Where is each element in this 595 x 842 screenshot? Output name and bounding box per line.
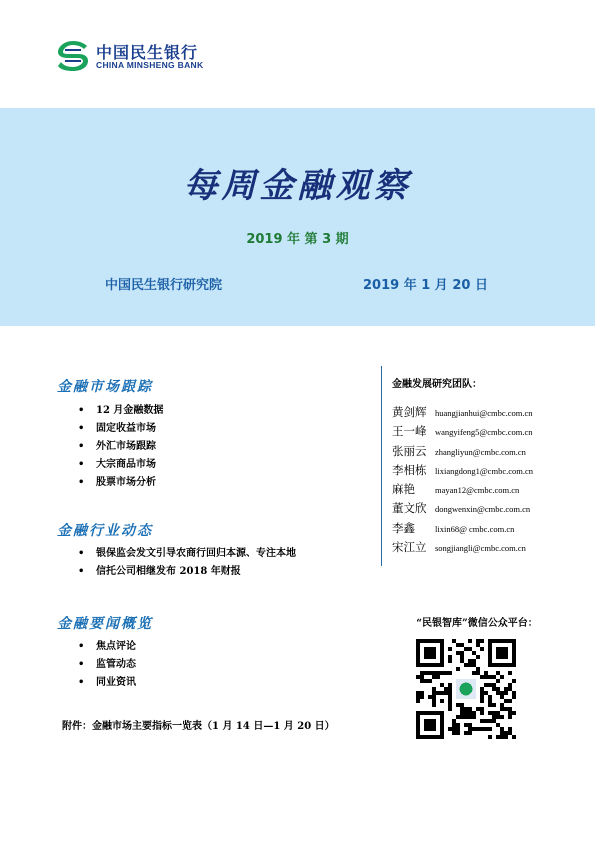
report-title: 每周金融观察 — [183, 166, 412, 206]
bullet-icon: • — [78, 477, 85, 488]
member-name: 张丽云 — [392, 443, 427, 458]
logo-chinese-name: 中国民生银行 — [96, 43, 199, 62]
member-email[interactable]: dongwenxin@cmbc.com.cn — [435, 504, 531, 515]
list-item: • 股票市场分析 — [78, 474, 163, 492]
team-title: 金融发展研究团队： — [392, 379, 482, 390]
list-item: • 同业资讯 — [78, 674, 136, 692]
list-item: • 银保监会发文引导农商行回归本源、专注本地 — [78, 545, 296, 563]
minsheng-logo-icon — [56, 40, 90, 72]
appendix-note: 附件：金融市场主要指标一览表（1 月 14 日—1 月 20 日） — [62, 721, 335, 732]
member-email[interactable]: mayan12@cmbc.com.cn — [435, 485, 520, 496]
team-member — [392, 536, 533, 555]
list-item: • 信托公司相继发布 2018 年财报 — [78, 563, 296, 581]
header-banner — [0, 108, 595, 326]
team-list — [392, 401, 533, 555]
vertical-divider — [381, 366, 382, 566]
list-item: • 大宗商品市场 — [78, 456, 163, 474]
bullet-icon: • — [78, 677, 85, 688]
bullet-icon: • — [78, 441, 85, 452]
team-member — [392, 497, 533, 516]
section-list-market — [78, 402, 163, 492]
section-list-news — [78, 638, 136, 692]
member-email[interactable]: songjiangli@cmbc.com.cn — [435, 543, 526, 554]
team-member — [392, 420, 533, 439]
member-name: 王一峰 — [392, 424, 427, 439]
team-member — [392, 478, 533, 497]
member-name: 黄剑辉 — [392, 405, 427, 419]
section-title-industry: 金融行业动态 — [57, 523, 153, 539]
member-name: 董文欣 — [392, 501, 427, 516]
list-item: • 外汇市场跟踪 — [78, 438, 163, 456]
publish-date: 2019 年 1 月 20 日 — [363, 278, 488, 293]
section-title-market: 金融市场跟踪 — [57, 379, 153, 395]
member-email[interactable]: lixin68@ cmbc.com.cn — [435, 523, 515, 534]
bullet-icon: • — [78, 423, 85, 434]
section-title-news: 金融要闻概览 — [57, 616, 153, 632]
bullet-icon: • — [78, 405, 85, 416]
team-member — [392, 401, 533, 420]
bank-logo — [56, 40, 256, 74]
list-item: • 焦点评论 — [78, 638, 136, 656]
logo-english-name: CHINA MINSHENG BANK — [96, 60, 204, 70]
section-list-industry — [78, 545, 296, 581]
institute-name: 中国民生银行研究院 — [105, 278, 223, 293]
bullet-icon: • — [78, 659, 85, 670]
member-name: 李鑫 — [392, 520, 415, 535]
bullet-icon: • — [78, 641, 85, 652]
issue-number: 2019 年 第 3 期 — [246, 232, 349, 247]
member-name: 宋江立 — [392, 540, 427, 555]
list-item: • 监管动态 — [78, 656, 136, 674]
member-email[interactable]: huangjianhui@cmbc.com.cn — [435, 408, 533, 418]
list-item: • 12 月金融数据 — [78, 402, 163, 420]
member-email[interactable]: wangyifeng5@cmbc.com.cn — [435, 427, 533, 438]
team-member — [392, 440, 533, 459]
member-name: 麻艳 — [392, 482, 415, 497]
member-email[interactable]: lixiangdong1@cmbc.com.cn — [435, 465, 533, 476]
wechat-title: “民银智库”微信公众平台： — [416, 618, 538, 629]
team-member — [392, 517, 533, 536]
member-email[interactable]: zhangliyun@cmbc.com.cn — [435, 446, 526, 457]
list-item: • 固定收益市场 — [78, 420, 163, 438]
team-member — [392, 459, 533, 478]
member-name: 李相栋 — [392, 462, 427, 477]
qr-code-icon[interactable] — [416, 639, 516, 739]
bullet-icon: • — [78, 548, 85, 559]
bullet-icon: • — [78, 566, 85, 577]
bullet-icon: • — [78, 459, 85, 470]
